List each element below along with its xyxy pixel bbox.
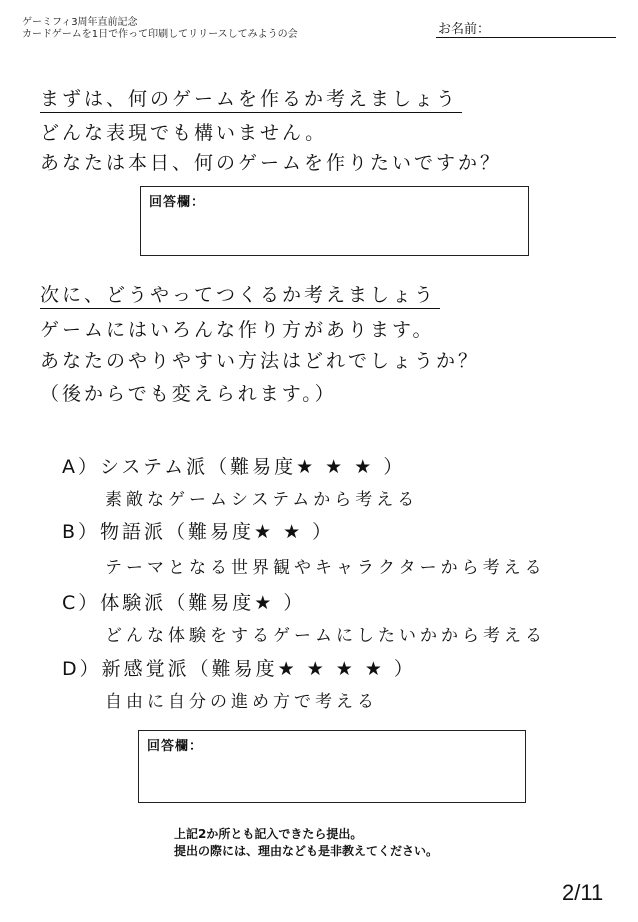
name-label: お名前： <box>438 22 491 37</box>
answer-box-2-label: 回答欄： <box>147 739 204 754</box>
section1-line1: どんな表現でも構いません。 <box>40 122 328 144</box>
option-a-label: A）システム派（難易度★ ★ ★ ） <box>62 456 406 478</box>
option-c-desc: どんな体験をするゲームにしたいかから考える <box>105 626 546 646</box>
name-field-line[interactable] <box>436 36 616 38</box>
option-c-label: C）体験派（難易度★ ） <box>62 592 306 614</box>
answer-box-2[interactable] <box>138 730 526 803</box>
section1-line2: あなたは本日、何のゲームを作りたいですか？ <box>40 152 503 174</box>
section2-line1: ゲームにはいろんな作り方があります。 <box>40 319 435 341</box>
option-d-label: D）新感覚派（難易度★ ★ ★ ★ ） <box>62 658 416 680</box>
answer-box-1[interactable] <box>140 186 529 256</box>
section1-title: まずは、何のゲームを作るか考えましょう <box>40 86 462 113</box>
option-d-desc: 自由に自分の進め方で考える <box>105 692 378 712</box>
footer-note-2: 提出の際には、理由なども是非教えてください。 <box>174 844 439 858</box>
option-b-label: B）物語派（難易度★ ★ ） <box>62 521 335 543</box>
section2-line3: （後からでも変えられます。） <box>40 383 337 405</box>
option-b-desc: テーマとなる世界観やキャラクターから考える <box>105 558 546 578</box>
section2-title: 次に、どうやってつくるか考えましょう <box>40 282 440 309</box>
page-number: 2/11 <box>562 880 604 905</box>
answer-box-1-label: 回答欄： <box>149 195 206 210</box>
option-a-desc: 素敵なゲームシステムから考える <box>105 490 419 510</box>
footer-note-1: 上記2か所とも記入できたら提出。 <box>174 827 363 841</box>
event-title: ゲーミフィ3周年直前記念 <box>22 17 138 28</box>
event-subtitle: カードゲームを1日で作って印刷してリリースしてみようの会 <box>22 29 298 40</box>
section2-line2: あなたのやりやすい方法はどれでしょうか？ <box>40 350 481 372</box>
